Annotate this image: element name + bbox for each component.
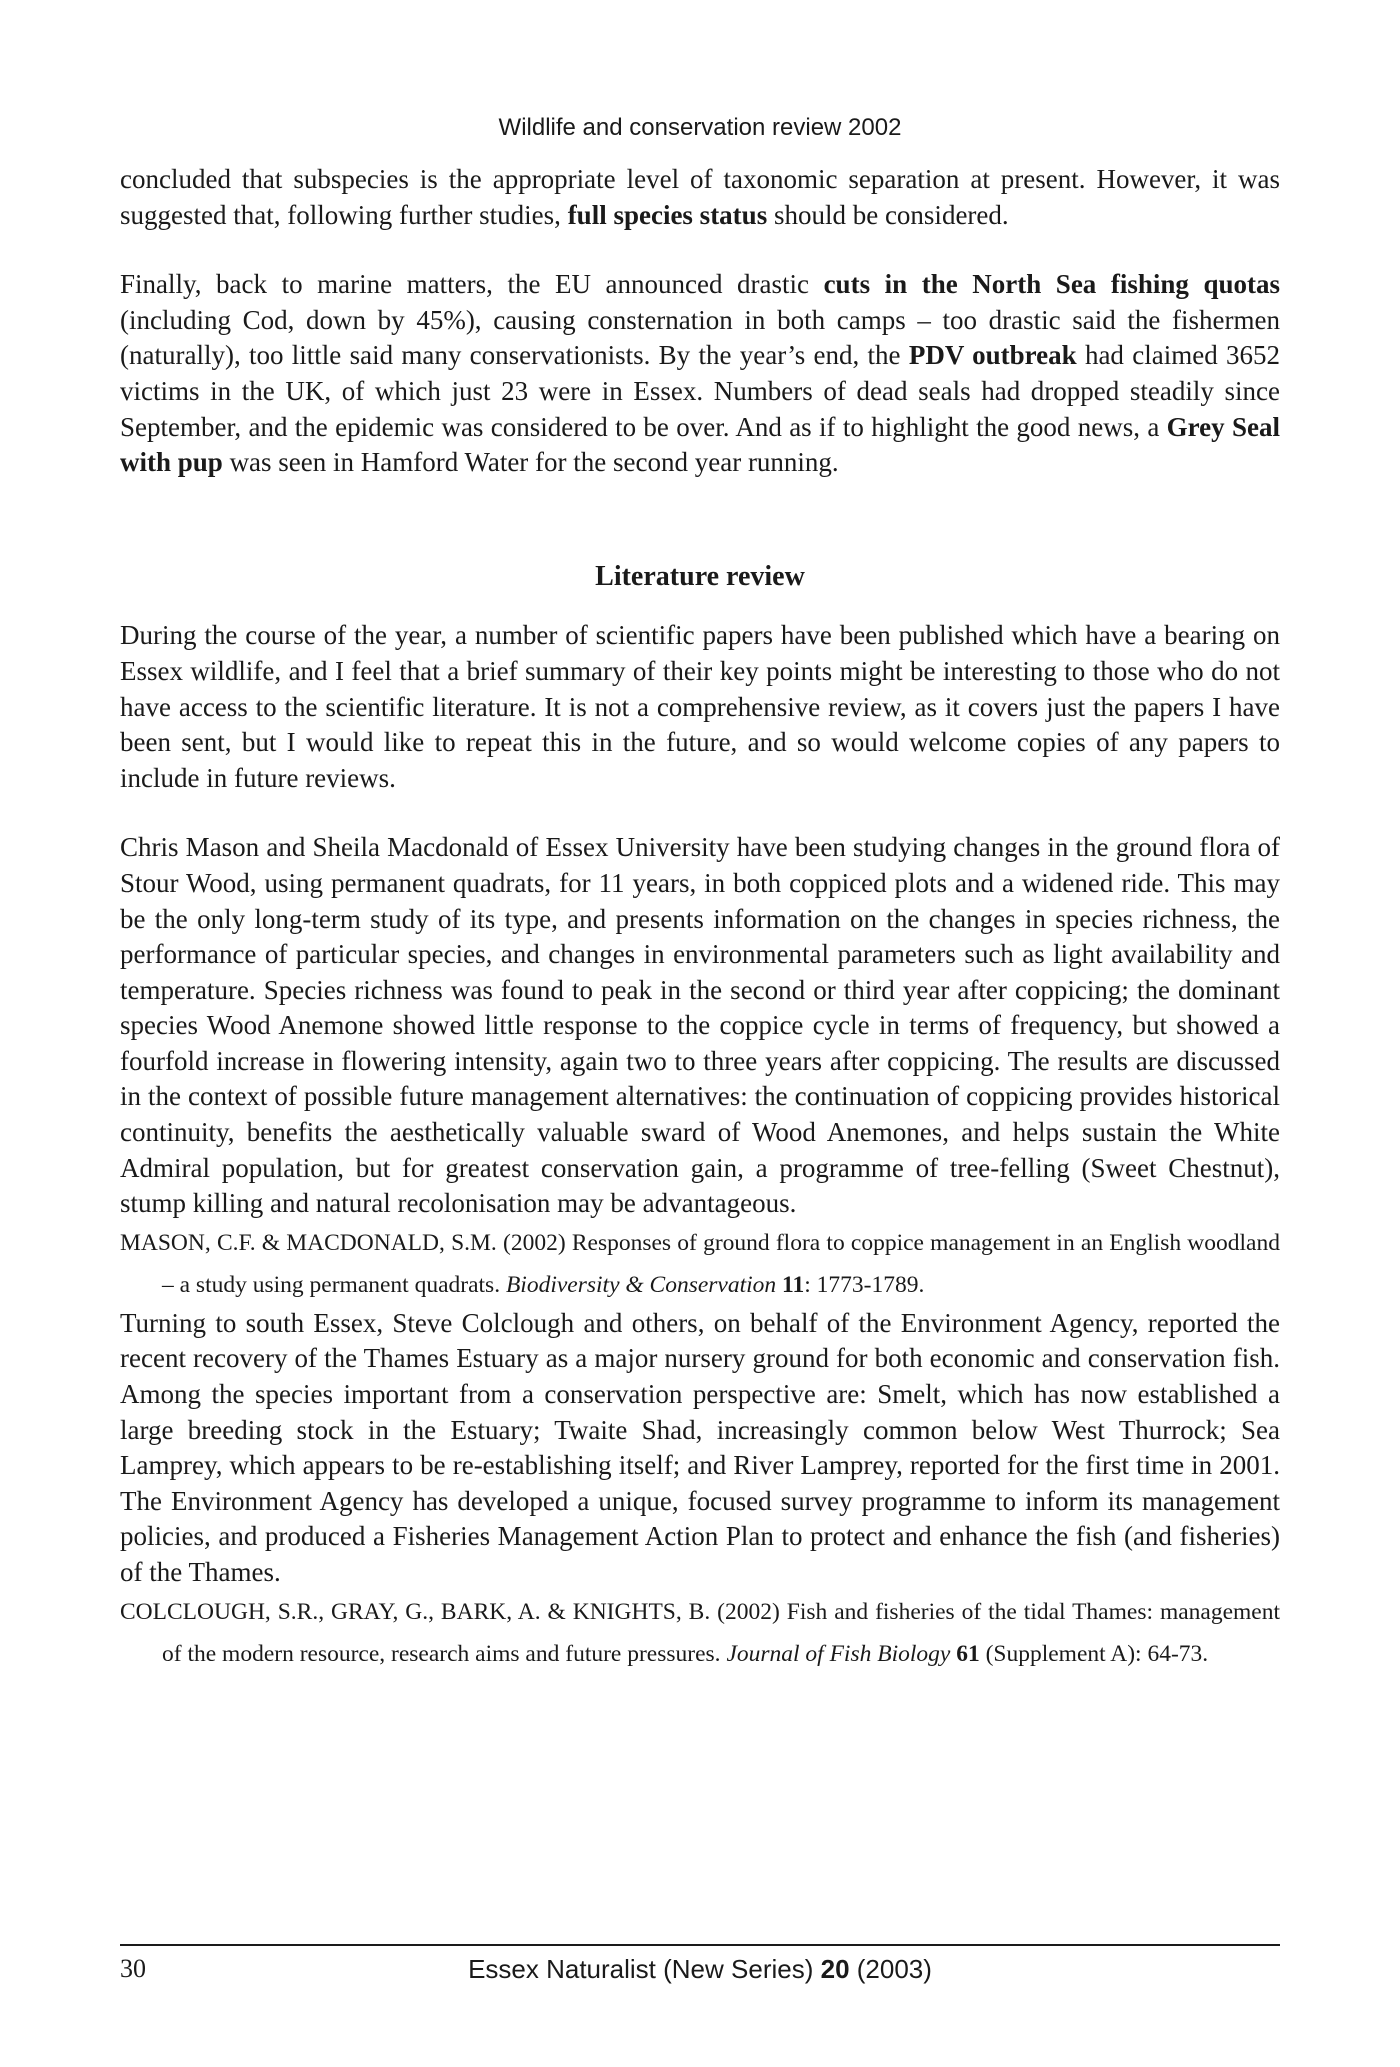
page-number: 30 xyxy=(120,1954,146,1983)
bold-phrase: Grey Seal with pup xyxy=(120,411,1281,478)
running-header: Wildlife and conservation review 2002 xyxy=(498,114,902,141)
reference-volume: 61 xyxy=(956,1640,980,1667)
bold-phrase: cuts in the North Sea fishing quotas xyxy=(823,269,1280,300)
text-run: concluded that subspecies is the appropriate level of taxonomic separation at present. However, it was suggested that, following further studies, xyxy=(120,164,1280,230)
paragraph-literature-intro: During the course of the year, a number of scientific papers have been published which have a bearing on Essex wildlife, and I feel that a brief summary of their key points might be interesting to those who do not have access to the scientific literature. It is not a comprehensive review, as it covers just the papers I have been sent, but I would like to repeat this in the future, and so would welcome copies of any papers to include in future reviews. xyxy=(120,620,1280,793)
paragraph-stour-wood: Chris Mason and Sheila Macdonald of Essex University have been studying changes in the ground flora of Stour Wood, using permanent quadrats, for 11 years, in both coppiced plots and a widened ride. This may be the only long-term study of its type, and presents information on the changes in species richness, the performance of particular species, and changes in environmental parameters such as light availability and temperature. Species richness was found to peak in the second or third year after coppicing; the dominant species Wood Anemone showed little response to the coppice cycle in terms of frequency, but showed a fourfold increase in flowering intensity, again two to three years after coppicing. The results are discussed in the context of possible future management alternatives: the continuation of coppicing provides historical continuity, benefits the aesthetically valuable sward of Wood Anemones, and helps sustain the White Admiral population, but for greatest conservation gain, a programme of tree-felling (Sweet Chestnut), stump killing and natural recolonisation may be advantageous. xyxy=(120,832,1280,1219)
journal-year: (2003) xyxy=(849,1954,932,1984)
reference-mason xyxy=(120,1222,1280,1306)
text-run: (including Cod, down by 45%), causing consternation in both camps – too drastic said the fishermen (naturally), too little said many conservationists. By the year’s end, the xyxy=(120,304,1280,371)
reference-journal: Biodiversity & Conservation xyxy=(505,1271,777,1298)
reference-colclough xyxy=(120,1591,1280,1675)
text-run: should be considered. xyxy=(767,199,1009,230)
reference-journal: Journal of Fish Biology xyxy=(726,1640,951,1667)
reference-text: COLCLOUGH, S.R., GRAY, G., BARK, A. & KNIGHTS, B. (2002) Fish and fisheries of the tidal Thames: management of the modern resource, research aims and future pressures. xyxy=(120,1598,1280,1667)
footer-journal xyxy=(0,1954,1400,1985)
reference-text: MASON, C.F. & MACDONALD, S.M. (2002) Responses of ground flora to coppice management in an English woodland – a study using permanent quadrats. xyxy=(120,1229,1280,1298)
paragraph-subspecies xyxy=(120,162,1280,233)
bold-phrase: PDV outbreak xyxy=(908,340,1077,371)
reference-volume: 11 xyxy=(782,1271,805,1298)
paragraph-thames-estuary: Turning to south Essex, Steve Colclough and others, on behalf of the Environment Agency, reported the recent recovery of the Thames Estuary as a major nursery ground for both economic and conservation fish. Among the species important from a conservation perspective are: Smelt, which has now established a large breeding stock in the Estuary; Twaite Shad, increasingly common below West Thurrock; Sea Lamprey, which appears to be re-establishing itself; and River Lamprey, reported for the first time in 2001. The Environment Agency has developed a unique, focused survey programme to inform its management policies, and produced a Fisheries Management Action Plan to protect and enhance the fish (and fisheries) of the Thames. xyxy=(120,1307,1280,1587)
reference-pages: : 1773-1789. xyxy=(804,1271,925,1298)
article-body xyxy=(120,162,1280,1675)
paragraph-marine-matters xyxy=(120,267,1280,481)
journal-title: Essex Naturalist (New Series) xyxy=(468,1954,821,1984)
footer-rule xyxy=(120,1944,1280,1946)
section-heading: Literature review xyxy=(595,560,805,592)
text-run: had claimed 3652 victims in the UK, of which just 23 were in Essex. Numbers of dead seals had dropped steadily since September, and the epidemic was considered to be over. And as if to highlight the good news, a xyxy=(120,340,1280,442)
reference-pages: (Supplement A): 64-73. xyxy=(979,1640,1209,1667)
bold-phrase: full species status xyxy=(567,199,768,230)
text-run: was seen in Hamford Water for the second year running. xyxy=(222,447,839,478)
journal-volume: 20 xyxy=(820,1954,850,1984)
text-run: Finally, back to marine matters, the EU announced drastic xyxy=(120,269,824,300)
